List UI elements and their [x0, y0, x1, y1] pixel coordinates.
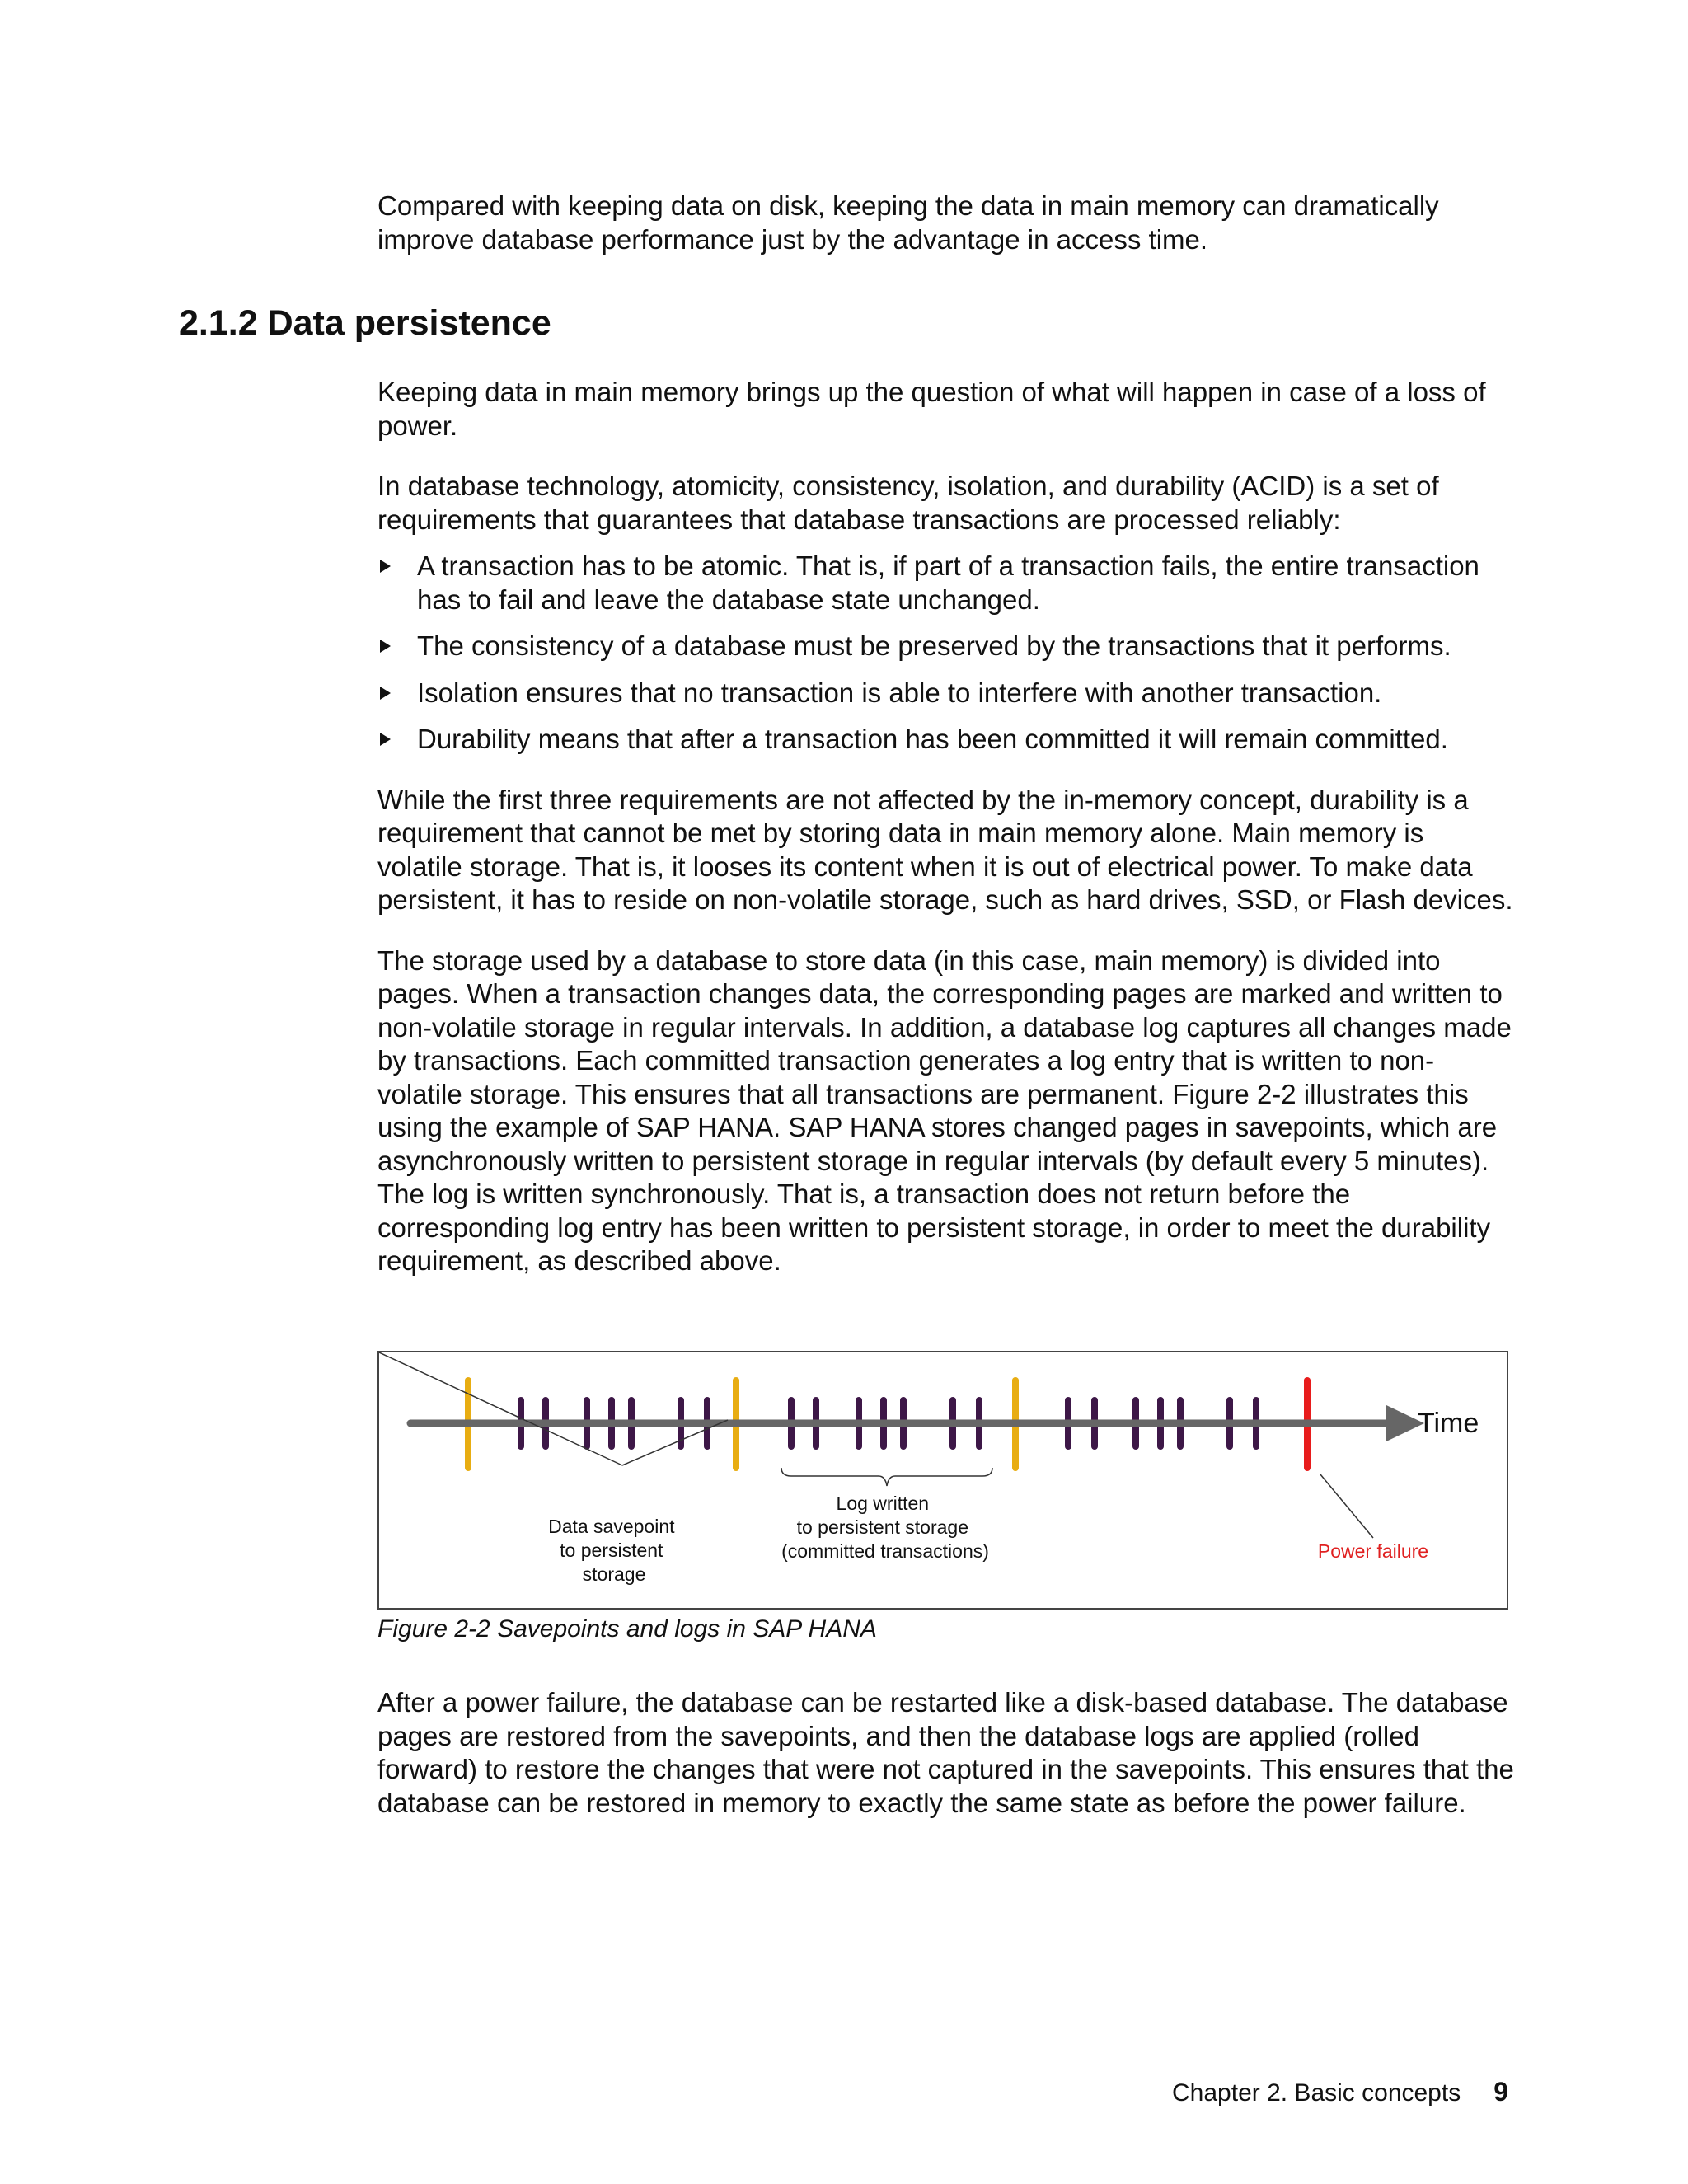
time-label: Time: [1418, 1408, 1479, 1439]
bullet-text: Durability means that after a transaction has been committed it will remain committed.: [417, 724, 1448, 754]
bullet-isolation: [377, 677, 1515, 710]
bullet-triangle-icon: [380, 560, 391, 573]
bullet-durability: [377, 723, 1515, 757]
acid-bullet-list: [377, 550, 1515, 757]
power-failure-pointer-line: [1320, 1474, 1373, 1538]
section-heading: 2.1.2 Data persistence: [179, 303, 551, 343]
bullet-text: Isolation ensures that no transaction is able to interfere with another transaction.: [417, 677, 1382, 708]
page-footer: [1172, 2076, 1508, 2109]
paragraph-restart: After a power failure, the database can be restarted like a disk-based database. The database pages are restored from the savepoints, and then the database logs are applied (rolled forward) to restore the changes that were not captured in the savepoints. This ensures that the database can be restored in memory to exactly the same state as before the power failure.: [377, 1687, 1514, 1818]
bullet-triangle-icon: [380, 640, 391, 653]
section-body: [377, 376, 1515, 1305]
bullet-atomicity: [377, 550, 1515, 616]
bullet-triangle-icon: [380, 733, 391, 746]
paragraph-power-loss: Keeping data in main memory brings up the question of what will happen in case of a loss of power.: [377, 377, 1486, 441]
savepoint-label: Data savepoint to persistent storage: [548, 1516, 675, 1585]
paragraph-storage-pages: The storage used by a database to store data (in this case, main memory) is divided into pages. When a transaction changes data, the corresponding pages are marked and written to non-volatile storage in regular intervals. In addition, a database log captures all changes made by transactions. Each committed transaction generates a log entry that is written to non-volatile storage. This ensures that all transactions are permanent. Figure 2-2 illustrates this using the example of SAP HANA. SAP HANA stores changed pages in savepoints, which are asynchronously written to persistent storage in regular intervals (by default every 5 minutes). The log is written synchronously. That is, a transaction does not return before the corresponding log entry has been written to persistent storage, in order to meet the durability requirement, as described above.: [377, 944, 1512, 1276]
bullet-text: The consistency of a database must be preserved by the transactions that it performs.: [417, 630, 1451, 661]
bullet-text: A transaction has to be atomic. That is, if part of a transaction fails, the entire transaction has to fail and leave the database state unchanged.: [417, 551, 1479, 615]
page-number: 9: [1493, 2077, 1508, 2107]
chapter-title: Chapter 2. Basic concepts: [1172, 2079, 1461, 2107]
paragraph-durability: While the first three requirements are not affected by the in-memory concept, durability is a requirement that cannot be met by storing data in main memory alone. Main memory is volatile storage. That is, it looses its content when it is out of electrical power. To make data persistent, it has to reside on non-volatile storage, such as hard drives, SSD, or Flash devices.: [377, 784, 1513, 915]
power-failure-label: Power failure: [1317, 1540, 1429, 1562]
intro-paragraph: Compared with keeping data on disk, keeping the data in main memory can dramatically improve database performance just by the advantage in access time.: [377, 190, 1439, 255]
bullet-consistency: [377, 630, 1515, 663]
timeline-diagram: [379, 1352, 1507, 1608]
log-label: Log written to persistent storage (committed transactions): [781, 1493, 989, 1562]
figure-caption: Figure 2-2 Savepoints and logs in SAP HANA: [377, 1615, 877, 1643]
log-brace: [781, 1468, 992, 1486]
paragraph-acid: In database technology, atomicity, consistency, isolation, and durability (ACID) is a set of requirements that guarantees that database transactions are processed reliably:: [377, 471, 1439, 535]
savepoint-log-figure: [377, 1351, 1508, 1610]
bullet-triangle-icon: [380, 687, 391, 700]
